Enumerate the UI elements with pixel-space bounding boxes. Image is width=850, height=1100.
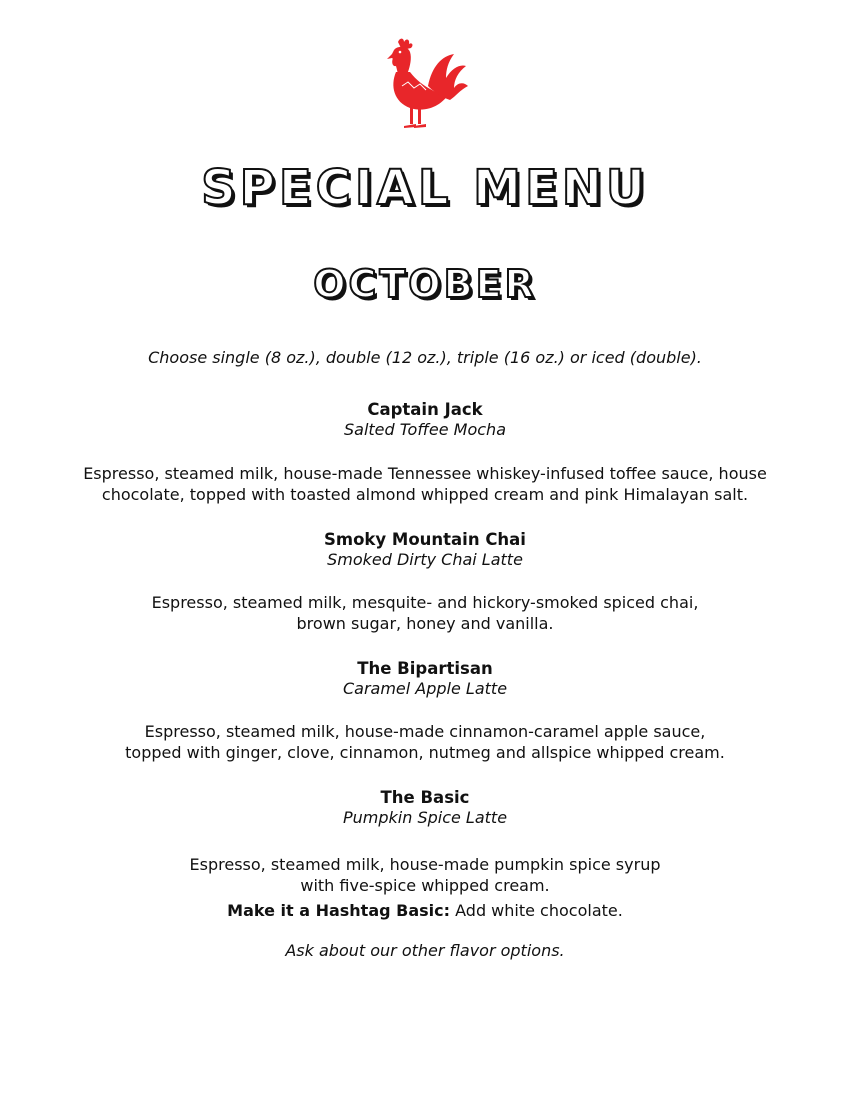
hashtag-label: Make it a Hashtag Basic: <box>227 901 451 920</box>
item-description <box>0 592 850 634</box>
item-description-line: Espresso, steamed milk, mesquite- and hickory-smoked spiced chai, <box>151 593 699 612</box>
item-description <box>0 854 850 896</box>
item-description-line: with five-spice whipped cream. <box>300 876 550 895</box>
rooster-logo <box>380 36 470 132</box>
hashtag-text: Add white chocolate. <box>450 901 623 920</box>
item-subtitle: Caramel Apple Latte <box>342 679 508 698</box>
menu-item <box>0 788 850 828</box>
item-description-line: topped with ginger, clove, cinnamon, nutmeg and allspice whipped cream. <box>125 743 725 762</box>
item-subtitle: Pumpkin Spice Latte <box>342 808 508 827</box>
menu-item <box>0 659 850 699</box>
item-subtitle: Salted Toffee Mocha <box>343 420 506 439</box>
size-options-note: Choose single (8 oz.), double (12 oz.), triple (16 oz.) or iced (double). <box>148 348 702 367</box>
item-subtitle: Smoked Dirty Chai Latte <box>327 550 523 569</box>
item-description-line: Espresso, steamed milk, house-made pumpkin spice syrup <box>189 855 661 874</box>
item-name: The Basic <box>380 788 470 807</box>
item-name: Smoky Mountain Chai <box>324 530 526 549</box>
item-name: The Bipartisan <box>357 659 493 678</box>
footer-note: Ask about our other flavor options. <box>285 941 565 960</box>
item-description-line: chocolate, topped with toasted almond whipped cream and pink Himalayan salt. <box>101 485 749 504</box>
item-name: Captain Jack <box>367 400 483 419</box>
item-description-line: Espresso, steamed milk, house-made Tennessee whiskey-infused toffee sauce, house <box>83 464 767 483</box>
hashtag-basic-note <box>0 901 850 920</box>
page-title: SPECIAL MENU <box>201 160 649 216</box>
menu-item <box>0 530 850 570</box>
month-title: OCTOBER <box>313 262 537 306</box>
item-description-line: brown sugar, honey and vanilla. <box>296 614 554 633</box>
item-description-line: Espresso, steamed milk, house-made cinnamon-caramel apple sauce, <box>144 722 706 741</box>
item-description <box>0 721 850 763</box>
menu-item <box>0 400 850 440</box>
item-description <box>0 463 850 505</box>
